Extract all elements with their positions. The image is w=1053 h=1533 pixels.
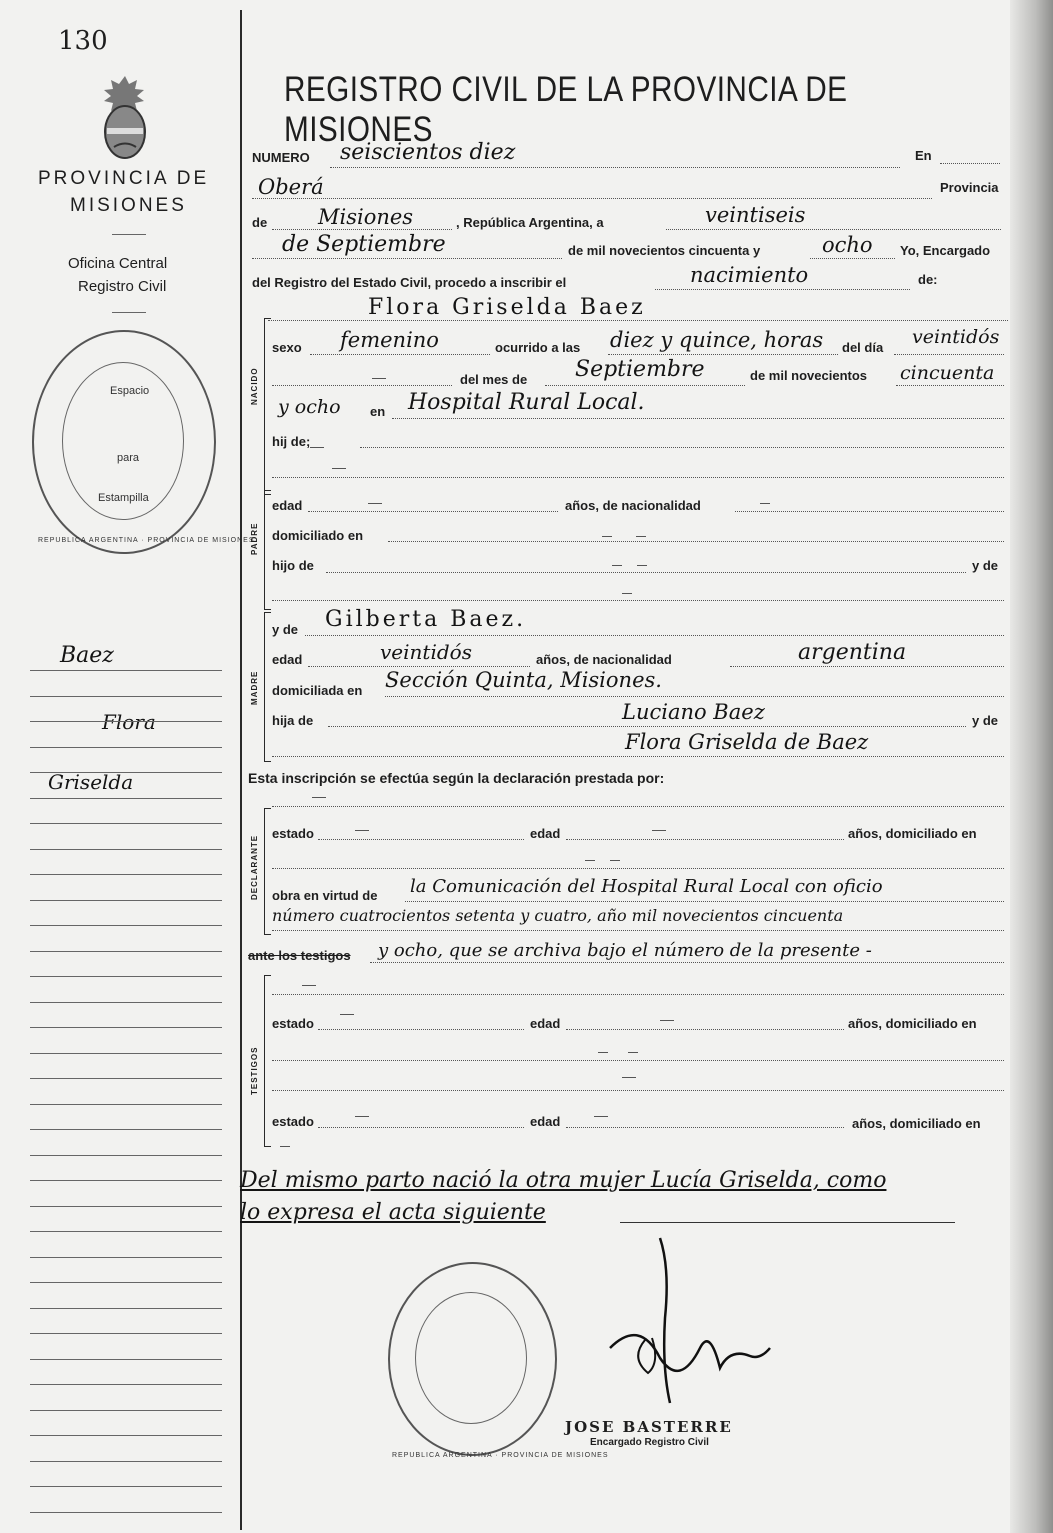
margin-ruled-line [30,1486,222,1487]
dotted-line [272,994,1004,995]
dotted-line [370,962,1004,963]
dotted-line [318,1127,524,1128]
column-divider [240,10,242,1530]
padre-bracket [264,490,271,610]
dotted-line [655,289,910,290]
year-value: ocho [822,233,873,257]
obra-label: obra en virtud de [272,888,378,903]
margin-ruled-line [30,1155,222,1156]
dotted-line [268,320,1008,321]
divider [112,312,146,313]
dash [302,985,316,986]
margin-ruled-line [30,823,222,824]
margin-ruled-line [30,1104,222,1105]
dash [280,1146,290,1147]
nacido-bracket [264,318,271,495]
dotted-line [385,696,1004,697]
madre-edad-label: edad [272,652,303,667]
note-rule [620,1222,955,1223]
dash [594,1116,608,1117]
padre-edad-label: edad [272,498,303,513]
margin-ruled-line [30,976,222,977]
testigo2-edad-label: edad [530,1114,561,1129]
city-value: Oberá [258,175,324,199]
act-value: nacimiento [690,263,809,287]
dotted-line [272,806,1004,807]
dia-label: del día [842,340,884,355]
margin-ruled-line [30,874,222,875]
dash [310,447,324,448]
dotted-line [545,385,745,386]
padre-y-de-label: y de [972,558,999,573]
madre-y-de-2-label: y de [972,713,999,728]
dotted-line [566,1127,844,1128]
official-title: Encargado Registro Civil [590,1437,709,1448]
province-label-2: MISIONES [70,195,187,216]
testigo2-anios-label: años, domiciliado en [852,1116,981,1131]
margin-ruled-line [30,1435,222,1436]
margin-ruled-line [30,1308,222,1309]
dotted-line [566,1029,844,1030]
testigos-bracket [264,975,271,1147]
margin-ruled-line [30,925,222,926]
obra-line-3: y ocho, que se archiva bajo el número de la presente - [378,940,872,961]
official-seal-text: REPUBLICA ARGENTINA · PROVINCIA DE MISIONES [392,1452,609,1459]
dotted-line [252,198,932,199]
madre-nacionalidad-label: años, de nacionalidad [536,652,672,667]
mother-nationality: argentina [798,640,907,665]
dotted-line [308,666,530,667]
testigo1-estado-label: estado [272,1016,314,1031]
signature-mark [600,1228,780,1408]
margin-ruled-line [30,849,222,850]
de2-label: de: [918,272,938,287]
madre-y-de-label: y de [272,622,299,637]
dotted-line [272,385,452,386]
dotted-line [810,258,895,259]
margin-ruled-line [30,798,222,799]
testigo1-edad-label: edad [530,1016,561,1031]
dash [636,536,646,537]
margin-ruled-line [30,1206,222,1207]
dash [368,503,382,504]
mother-age: veintidós [380,640,472,664]
dash [585,860,595,861]
margin-ruled-line [30,1231,222,1232]
birth-year-value: cincuenta [900,362,995,384]
margin-ruled-line [30,1512,222,1513]
dash [628,1052,638,1053]
margin-ruled-line [30,1002,222,1003]
dash [332,468,346,469]
divider [112,234,146,235]
birth-day-value: veintidós [912,326,1000,348]
office-label-2: Registro Civil [78,278,167,295]
province-label: PROVINCIA DE [38,168,210,189]
margin-ruled-line [30,1359,222,1360]
office-label: Oficina Central [68,255,168,272]
dash [610,860,620,861]
dash [598,1052,608,1053]
margin-ruled-line [30,772,222,773]
grandfather-name: Luciano Baez [622,700,765,724]
inscripcion-label: Esta inscripción se efectúa según la declaración prestada por: [248,770,665,786]
dotted-line [272,1060,1004,1061]
note-line-1: Del mismo parto nació la otra mujer Lucía Griselda, como [240,1168,887,1193]
obra-line-1: la Comunicación del Hospital Rural Local con oficio [410,876,883,897]
registro-label: del Registro del Estado Civil, procedo a inscribir el [252,275,567,290]
dotted-line [318,1029,524,1030]
margin-ruled-line [30,1384,222,1385]
dotted-line [735,511,1004,512]
padre-nacionalidad-label: años, de nacionalidad [565,498,701,513]
dash [312,797,326,798]
dash [355,1116,369,1117]
margin-ruled-line [30,951,222,952]
numero-value: seiscientos diez [340,140,516,165]
dash [622,593,632,594]
margin-ruled-line [30,1410,222,1411]
dotted-line [272,1090,1004,1091]
dash [660,1020,674,1021]
madre-bracket [264,612,271,762]
dotted-line [360,447,1004,448]
dotted-line [392,418,1004,419]
child-name: Flora Griselda Baez [368,295,646,320]
grandmother-name: Flora Griselda de Baez [625,730,869,754]
sex-value: femenino [340,328,439,352]
numero-label: NUMERO [252,150,310,165]
dotted-line [326,572,966,573]
en-label: En [915,148,932,163]
page-number: 130 [58,26,108,56]
dotted-line [730,666,1004,667]
dotted-line [608,354,838,355]
stamp-seal-text: REPUBLICA ARGENTINA · PROVINCIA DE MISIONES [38,537,255,544]
declarante-bracket [264,808,271,935]
dotted-line [328,726,966,727]
stamp-word-para: para [117,452,140,464]
dash [372,378,386,379]
margin-ruled-line [30,696,222,697]
dotted-line [252,258,562,259]
dash [760,503,770,504]
dash [652,830,666,831]
birth-year-value-2: y ocho [278,396,341,418]
dash [355,830,369,831]
margin-ruled-line [30,721,222,722]
page-edge-shadow [1010,0,1053,1533]
official-seal-inner [415,1292,527,1424]
republica-label: , República Argentina, a [456,215,604,230]
padre-domicilio-label: domiciliado en [272,528,364,543]
margin-ruled-line [30,900,222,901]
margin-ruled-line [30,747,222,748]
declarante-edad-label: edad [530,826,561,841]
margin-note-surname: Baez [60,643,114,668]
stamp-word-estampilla: Estampilla [98,492,149,504]
dotted-line [305,635,1004,636]
de-label: de [252,215,268,230]
margin-ruled-line [30,1180,222,1181]
testigo2-estado-label: estado [272,1114,314,1129]
mes-label: del mes de [460,372,528,387]
de-mil-2-label: de mil novecientos [750,368,868,383]
ocurrido-label: ocurrido a las [495,340,581,355]
obra-line-2: número cuatrocientos setenta y cuatro, año mil novecientos cincuenta [272,906,844,925]
de-mil-label: de mil novecientos cincuenta y [568,243,761,258]
page-title: REGISTRO CIVIL DE LA PROVINCIA DE MISIONES [284,70,848,149]
dotted-line [896,385,1004,386]
note-line-2: lo expresa el acta siguiente [240,1200,546,1225]
dotted-line [666,229,1001,230]
margin-note-middle: Griselda [48,770,134,794]
dotted-line [405,901,1004,902]
testigos-label-vertical: TESTIGOS [250,1046,259,1095]
margin-note-name: Flora [102,710,156,734]
margin-ruled-line [30,670,222,671]
margin-ruled-line [30,1129,222,1130]
provincia-label: Provincia [940,180,999,195]
dash [612,565,622,566]
margin-ruled-line [30,1461,222,1462]
dash [622,1077,636,1078]
dotted-line [566,839,844,840]
margin-ruled-line [30,1027,222,1028]
margin-ruled-line [30,1282,222,1283]
dash [602,536,612,537]
madre-hija-label: hija de [272,713,314,728]
sexo-label: sexo [272,340,302,355]
dotted-line [894,354,1004,355]
dotted-line [272,600,1004,601]
encargado-label: Yo, Encargado [900,243,991,258]
dotted-line [330,167,900,168]
testigo1-anios-label: años, domiciliado en [848,1016,977,1031]
dotted-line [388,541,1004,542]
province-value: Misiones [318,205,414,229]
dotted-line [272,868,1004,869]
dash [637,565,647,566]
declarante-label: DECLARANTE [250,834,259,900]
dotted-line [272,477,1004,478]
margin-ruled-line [30,1257,222,1258]
madre-label: MADRE [250,670,259,705]
dotted-line [308,511,558,512]
stamp-word-espacio: Espacio [110,385,150,397]
mother-address: Sección Quinta, Misiones. [385,668,662,692]
padre-label: PADRE [250,522,259,555]
nacido-label: NACIDO [250,367,259,405]
declarante-estado-label: estado [272,826,314,841]
declarante-anios-label: años, domiciliado en [848,826,977,841]
hijo-label: hij de; [272,434,311,449]
dash [340,1014,354,1015]
official-name: JOSE BASTERRE [565,1418,733,1436]
dotted-line [272,756,1004,757]
testigos-label: ante los testigos [248,948,351,963]
dotted-line [310,354,490,355]
dotted-line [272,229,452,230]
margin-ruled-line [30,1078,222,1079]
dotted-line [318,839,524,840]
madre-domicilio-label: domiciliada en [272,683,363,698]
birth-month-value: Septiembre [575,357,705,382]
coat-of-arms-icon [100,72,150,162]
dotted-line [940,163,1000,164]
margin-ruled-line [30,1333,222,1334]
mother-name: Gilberta Baez. [325,607,527,632]
time-value: diez y quince, horas [610,328,824,352]
margin-ruled-line [30,1053,222,1054]
month-value: de Septiembre [282,232,446,257]
padre-hijo-label: hijo de [272,558,314,573]
dotted-line [272,930,1004,931]
day-value: veintiseis [705,203,806,227]
place-value: Hospital Rural Local. [408,390,645,415]
en2-label: en [370,404,386,419]
